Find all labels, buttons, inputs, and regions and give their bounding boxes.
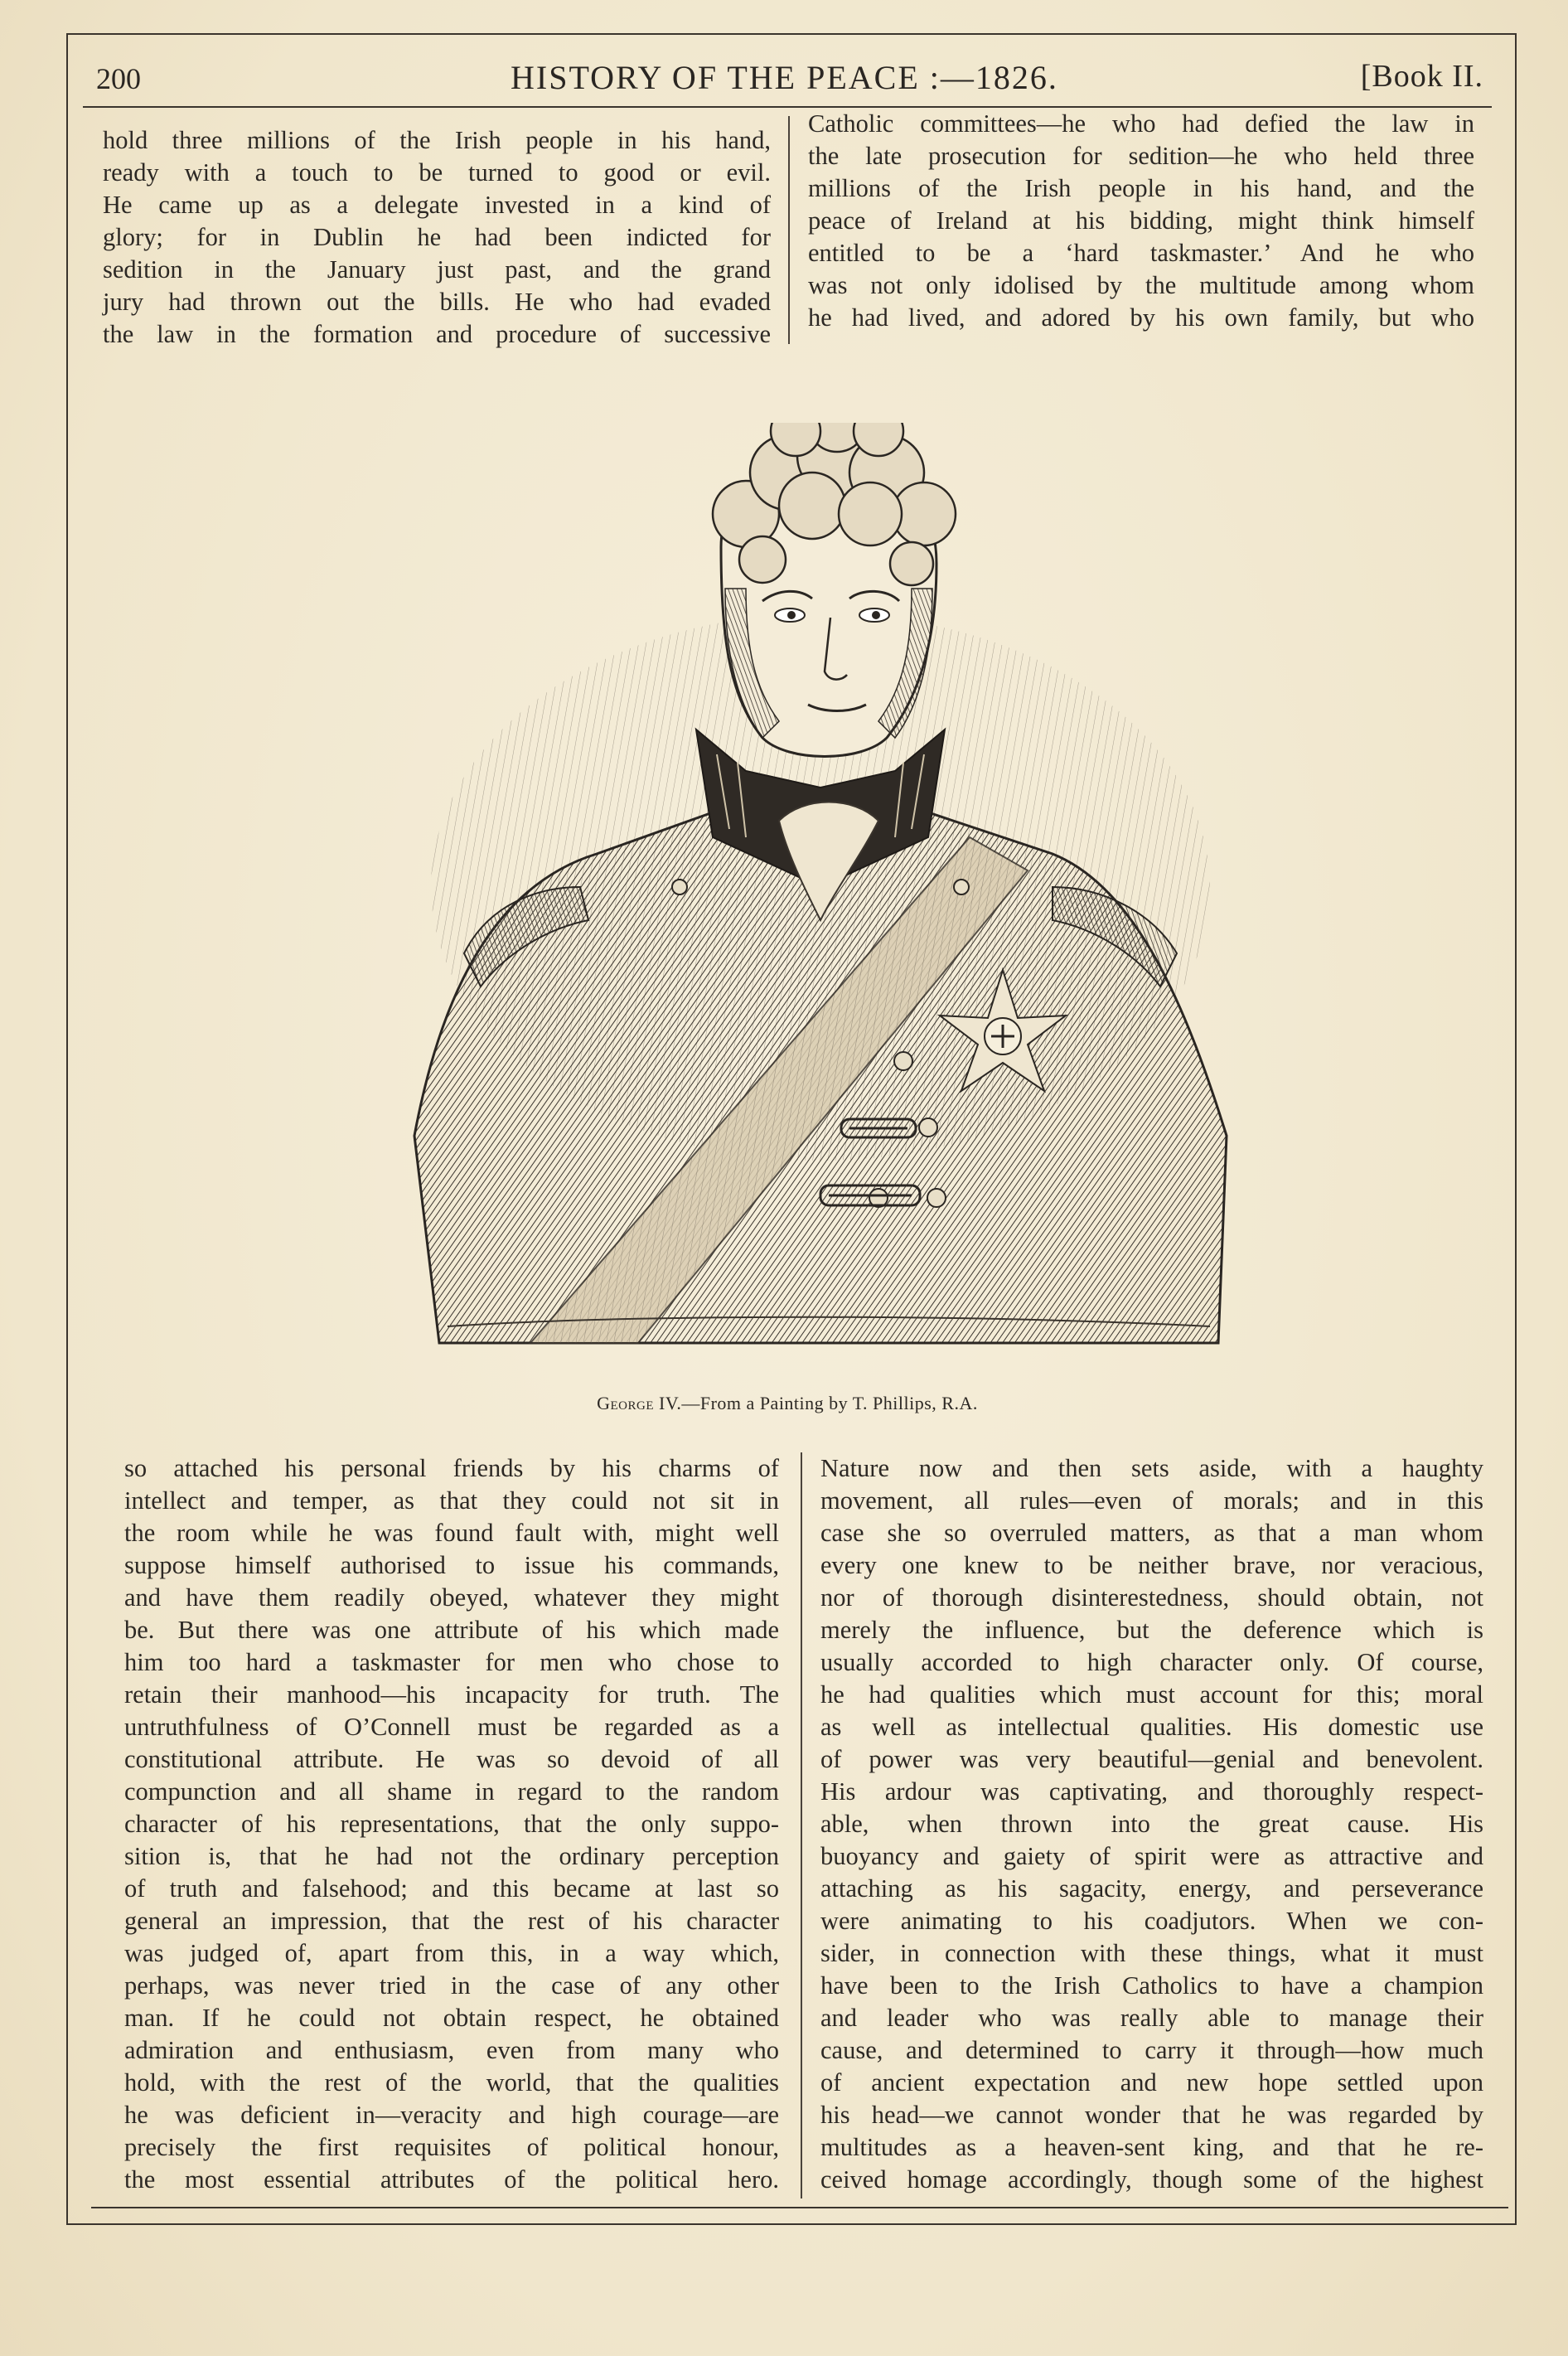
bottom-rule (91, 2207, 1508, 2208)
text-line: be. But there was one attribute of his which made (124, 1616, 779, 1644)
text-line: constitutional attribute. He was so devoid of all (124, 1745, 779, 1773)
text-line: usually accorded to high character only. Of course, (820, 1648, 1483, 1676)
text-line: as well as intellectual qualities. His domestic use (820, 1713, 1483, 1741)
text-line: his head—we cannot wonder that he was regarded by (820, 2101, 1483, 2129)
text-line: entitled to be a ‘hard taskmaster.’ And he who (808, 239, 1474, 267)
caption-name: George IV. (597, 1393, 682, 1413)
text-line: glory; for in Dublin he had been indicted for (103, 223, 771, 251)
text-line: untruthfulness of O’Connell must be regarded as a (124, 1713, 779, 1741)
text-line: attaching as his sagacity, energy, and perseverance (820, 1874, 1483, 1903)
column-divider-bottom (801, 1452, 802, 2198)
top-right-column (808, 108, 1474, 334)
bottom-right-column (820, 1452, 1483, 2196)
text-line: sition is, that he had not the ordinary perception (124, 1842, 779, 1870)
text-line: sedition in the January just past, and the grand (103, 255, 771, 284)
text-line: he had lived, and adored by his own family, but who (808, 303, 1474, 332)
text-line: case she so overruled matters, as that a man whom (820, 1519, 1483, 1547)
text-line: of ancient expectation and new hope settled upon (820, 2068, 1483, 2097)
text-line: hold, with the rest of the world, that the qualities (124, 2068, 779, 2097)
book-label: [Book II. (1360, 59, 1483, 94)
text-line: intellect and temper, as that they could not sit in (124, 1486, 779, 1515)
text-line: sider, in connection with these things, what it must (820, 1939, 1483, 1967)
text-line: he had qualities which must account for this; moral (820, 1680, 1483, 1709)
text-line: buoyancy and gaiety of spirit were as attractive and (820, 1842, 1483, 1870)
text-line: millions of the Irish people in his hand, and the (808, 174, 1474, 202)
text-line: character of his representations, that the only suppo- (124, 1810, 779, 1838)
text-line: general an impression, that the rest of his character (124, 1907, 779, 1935)
text-line: ceived homage accordingly, though some of the highest (820, 2165, 1483, 2194)
column-divider-top (788, 116, 790, 344)
text-line: he was deficient in—veracity and high courage—are (124, 2101, 779, 2129)
text-line: hold three millions of the Irish people in his hand, (103, 126, 771, 154)
page-number: 200 (96, 62, 141, 95)
text-line: have been to the Irish Catholics to have a champion (820, 1971, 1483, 2000)
text-line: were animating to his coadjutors. When we con- (820, 1907, 1483, 1935)
text-line: the late prosecution for sedition—he who held three (808, 142, 1474, 170)
text-line: and leader who was really able to manage their (820, 2004, 1483, 2032)
text-line: Catholic committees—he who had defied the law in (808, 109, 1474, 138)
portrait-engraving (390, 423, 1251, 1360)
text-line: precisely the first requisites of political honour, (124, 2133, 779, 2161)
text-line: perhaps, was never tried in the case of any other (124, 1971, 779, 2000)
text-line: multitudes as a heaven-sent king, and that he re- (820, 2133, 1483, 2161)
text-line: He came up as a delegate invested in a kind of (103, 191, 771, 219)
text-line: of truth and falsehood; and this became at last so (124, 1874, 779, 1903)
bottom-left-column (124, 1452, 779, 2196)
text-line: compunction and all shame in regard to the random (124, 1777, 779, 1806)
text-line: the most essential attributes of the political hero. (124, 2165, 779, 2194)
figure-caption (497, 1393, 1077, 1414)
text-line: peace of Ireland at his bidding, might think himself (808, 206, 1474, 235)
text-line: Nature now and then sets aside, with a haughty (820, 1454, 1483, 1482)
text-line: the law in the formation and procedure of successive (103, 320, 771, 348)
text-line: His ardour was captivating, and thoroughly respect- (820, 1777, 1483, 1806)
text-line: so attached his personal friends by his charms of (124, 1454, 779, 1482)
text-line: him too hard a taskmaster for men who chose to (124, 1648, 779, 1676)
text-line: every one knew to be neither brave, nor veracious, (820, 1551, 1483, 1579)
text-line: nor of thorough disinterestedness, should obtain, not (820, 1583, 1483, 1612)
text-line: merely the influence, but the deference which is (820, 1616, 1483, 1644)
running-header (96, 51, 1483, 104)
text-line: admiration and enthusiasm, even from many who (124, 2036, 779, 2064)
text-line: man. If he could not obtain respect, he obtained (124, 2004, 779, 2032)
text-line: of power was very beautiful—genial and benevolent. (820, 1745, 1483, 1773)
text-line: suppose himself authorised to issue his commands, (124, 1551, 779, 1579)
text-line: jury had thrown out the bills. He who had evaded (103, 288, 771, 316)
top-left-column (103, 124, 771, 351)
text-line: cause, and determined to carry it through—how much (820, 2036, 1483, 2064)
text-line: movement, all rules—even of morals; and in this (820, 1486, 1483, 1515)
text-line: and have them readily obeyed, whatever they might (124, 1583, 779, 1612)
text-line: was not only idolised by the multitude among whom (808, 271, 1474, 299)
caption-text: —From a Painting by T. Phillips, R.A. (681, 1393, 978, 1413)
text-line: the room while he was found fault with, might well (124, 1519, 779, 1547)
running-title: HISTORY OF THE PEACE :—1826. (511, 59, 1058, 96)
text-line: ready with a touch to be turned to good or evil. (103, 158, 771, 187)
text-line: retain their manhood—his incapacity for truth. The (124, 1680, 779, 1709)
text-line: was judged of, apart from this, in a way which, (124, 1939, 779, 1967)
text-line: able, when thrown into the great cause. His (820, 1810, 1483, 1838)
